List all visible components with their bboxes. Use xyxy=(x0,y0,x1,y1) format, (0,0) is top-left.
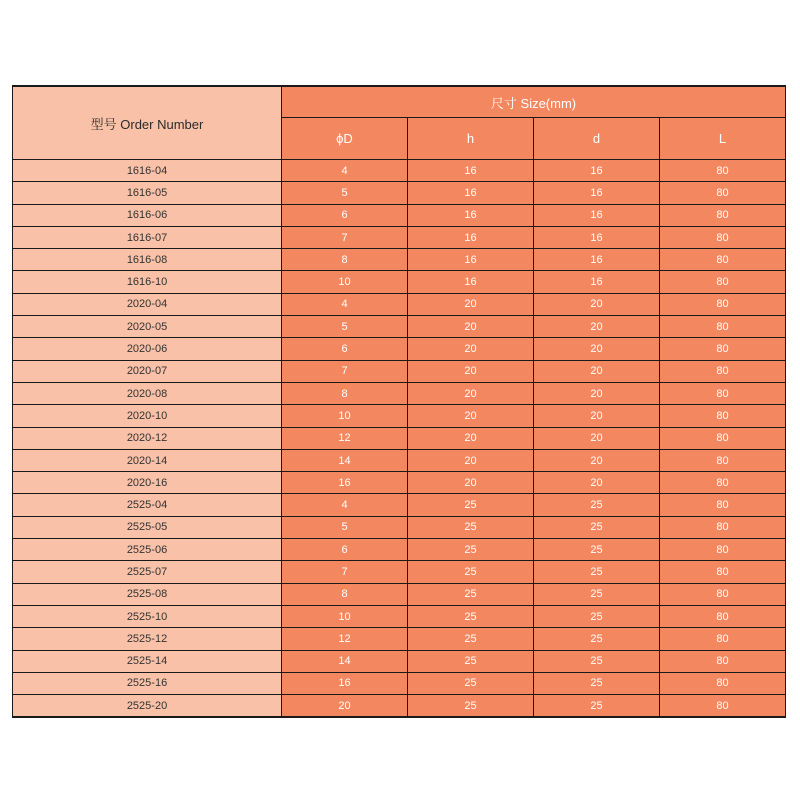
d-cell: 20 xyxy=(534,427,660,449)
h-cell: 25 xyxy=(408,539,534,561)
d-cell: 20 xyxy=(534,338,660,360)
l-cell: 80 xyxy=(660,605,786,627)
h-cell: 20 xyxy=(408,316,534,338)
h-cell: 20 xyxy=(408,449,534,471)
order-number-cell: 2020-08 xyxy=(13,382,282,404)
diameter-cell: 8 xyxy=(282,583,408,605)
l-cell: 80 xyxy=(660,293,786,315)
diameter-cell: 5 xyxy=(282,516,408,538)
table-row xyxy=(13,160,786,182)
order-number-cell: 2020-14 xyxy=(13,449,282,471)
h-cell: 16 xyxy=(408,204,534,226)
h-cell: 25 xyxy=(408,672,534,694)
d-cell: 25 xyxy=(534,650,660,672)
d-cell: 20 xyxy=(534,316,660,338)
h-cell: 25 xyxy=(408,650,534,672)
table-row xyxy=(13,182,786,204)
order-number-cell: 2525-10 xyxy=(13,605,282,627)
l-cell: 80 xyxy=(660,650,786,672)
l-cell: 80 xyxy=(660,249,786,271)
l-cell: 80 xyxy=(660,472,786,494)
order-number-cell: 2020-16 xyxy=(13,472,282,494)
l-cell: 80 xyxy=(660,539,786,561)
order-number-cell: 2020-10 xyxy=(13,405,282,427)
column-header-h: h xyxy=(408,118,534,160)
diameter-cell: 12 xyxy=(282,427,408,449)
order-number-cell: 2020-04 xyxy=(13,293,282,315)
l-cell: 80 xyxy=(660,338,786,360)
table-row xyxy=(13,494,786,516)
d-cell: 25 xyxy=(534,516,660,538)
diameter-cell: 12 xyxy=(282,628,408,650)
order-number-cell: 1616-10 xyxy=(13,271,282,293)
diameter-cell: 6 xyxy=(282,338,408,360)
table-row xyxy=(13,539,786,561)
table-row xyxy=(13,628,786,650)
d-cell: 16 xyxy=(534,226,660,248)
diameter-cell: 6 xyxy=(282,539,408,561)
l-cell: 80 xyxy=(660,271,786,293)
diameter-cell: 5 xyxy=(282,182,408,204)
table-row xyxy=(13,449,786,471)
table-row xyxy=(13,338,786,360)
h-cell: 25 xyxy=(408,583,534,605)
table-row xyxy=(13,249,786,271)
diameter-cell: 16 xyxy=(282,472,408,494)
h-cell: 20 xyxy=(408,382,534,404)
diameter-cell: 4 xyxy=(282,160,408,182)
table-row xyxy=(13,405,786,427)
table-row xyxy=(13,316,786,338)
d-cell: 20 xyxy=(534,449,660,471)
d-cell: 16 xyxy=(534,160,660,182)
diameter-cell: 14 xyxy=(282,650,408,672)
d-cell: 16 xyxy=(534,249,660,271)
h-cell: 25 xyxy=(408,561,534,583)
table-row xyxy=(13,516,786,538)
l-cell: 80 xyxy=(660,628,786,650)
h-cell: 20 xyxy=(408,472,534,494)
d-cell: 20 xyxy=(534,472,660,494)
l-cell: 80 xyxy=(660,516,786,538)
order-number-cell: 1616-04 xyxy=(13,160,282,182)
table-row xyxy=(13,672,786,694)
order-number-cell: 1616-08 xyxy=(13,249,282,271)
table-row xyxy=(13,360,786,382)
h-cell: 16 xyxy=(408,182,534,204)
size-spec-table xyxy=(12,85,786,718)
diameter-cell: 10 xyxy=(282,405,408,427)
diameter-cell: 4 xyxy=(282,494,408,516)
order-number-cell: 1616-05 xyxy=(13,182,282,204)
h-cell: 20 xyxy=(408,360,534,382)
d-cell: 25 xyxy=(534,539,660,561)
column-header-diameter: ϕD xyxy=(282,118,408,160)
l-cell: 80 xyxy=(660,316,786,338)
h-cell: 16 xyxy=(408,160,534,182)
table-body xyxy=(13,160,786,718)
d-cell: 25 xyxy=(534,583,660,605)
order-number-cell: 2525-06 xyxy=(13,539,282,561)
diameter-cell: 5 xyxy=(282,316,408,338)
order-number-cell: 2525-08 xyxy=(13,583,282,605)
table-row xyxy=(13,650,786,672)
l-cell: 80 xyxy=(660,382,786,404)
l-cell: 80 xyxy=(660,583,786,605)
order-number-cell: 2525-04 xyxy=(13,494,282,516)
diameter-cell: 16 xyxy=(282,672,408,694)
h-cell: 16 xyxy=(408,226,534,248)
h-cell: 25 xyxy=(408,695,534,718)
d-cell: 20 xyxy=(534,360,660,382)
l-cell: 80 xyxy=(660,360,786,382)
order-number-cell: 2525-05 xyxy=(13,516,282,538)
order-number-cell: 2020-06 xyxy=(13,338,282,360)
l-cell: 80 xyxy=(660,561,786,583)
order-number-cell: 1616-06 xyxy=(13,204,282,226)
l-cell: 80 xyxy=(660,204,786,226)
order-number-cell: 2525-12 xyxy=(13,628,282,650)
diameter-cell: 14 xyxy=(282,449,408,471)
diameter-cell: 7 xyxy=(282,226,408,248)
l-cell: 80 xyxy=(660,427,786,449)
table-row xyxy=(13,427,786,449)
h-cell: 25 xyxy=(408,605,534,627)
diameter-cell: 6 xyxy=(282,204,408,226)
d-cell: 16 xyxy=(534,271,660,293)
diameter-cell: 10 xyxy=(282,271,408,293)
d-cell: 20 xyxy=(534,293,660,315)
l-cell: 80 xyxy=(660,405,786,427)
order-number-cell: 2020-05 xyxy=(13,316,282,338)
d-cell: 20 xyxy=(534,405,660,427)
diameter-cell: 8 xyxy=(282,382,408,404)
table-row xyxy=(13,605,786,627)
h-cell: 20 xyxy=(408,293,534,315)
d-cell: 25 xyxy=(534,628,660,650)
order-number-header: 型号 Order Number xyxy=(13,86,282,160)
diameter-cell: 10 xyxy=(282,605,408,627)
h-cell: 25 xyxy=(408,516,534,538)
l-cell: 80 xyxy=(660,695,786,718)
order-number-cell: 2020-07 xyxy=(13,360,282,382)
table-row xyxy=(13,382,786,404)
d-cell: 16 xyxy=(534,204,660,226)
d-cell: 16 xyxy=(534,182,660,204)
d-cell: 25 xyxy=(534,605,660,627)
diameter-cell: 20 xyxy=(282,695,408,718)
order-number-cell: 1616-07 xyxy=(13,226,282,248)
h-cell: 25 xyxy=(408,628,534,650)
d-cell: 25 xyxy=(534,672,660,694)
diameter-cell: 7 xyxy=(282,561,408,583)
order-number-cell: 2020-12 xyxy=(13,427,282,449)
table-row xyxy=(13,226,786,248)
order-number-cell: 2525-07 xyxy=(13,561,282,583)
table-row xyxy=(13,583,786,605)
diameter-cell: 4 xyxy=(282,293,408,315)
d-cell: 25 xyxy=(534,494,660,516)
order-number-cell: 2525-20 xyxy=(13,695,282,718)
l-cell: 80 xyxy=(660,226,786,248)
table-row xyxy=(13,293,786,315)
column-header-l: L xyxy=(660,118,786,160)
column-header-d: d xyxy=(534,118,660,160)
d-cell: 20 xyxy=(534,382,660,404)
d-cell: 25 xyxy=(534,695,660,718)
order-number-cell: 2525-16 xyxy=(13,672,282,694)
table-row xyxy=(13,695,786,718)
table-row xyxy=(13,204,786,226)
d-cell: 25 xyxy=(534,561,660,583)
diameter-cell: 8 xyxy=(282,249,408,271)
h-cell: 25 xyxy=(408,494,534,516)
table-header xyxy=(13,86,786,160)
h-cell: 20 xyxy=(408,427,534,449)
h-cell: 16 xyxy=(408,249,534,271)
table-row xyxy=(13,472,786,494)
h-cell: 20 xyxy=(408,338,534,360)
size-group-header: 尺寸 Size(mm) xyxy=(282,86,786,118)
h-cell: 16 xyxy=(408,271,534,293)
order-number-cell: 2525-14 xyxy=(13,650,282,672)
diameter-cell: 7 xyxy=(282,360,408,382)
l-cell: 80 xyxy=(660,160,786,182)
table-row xyxy=(13,561,786,583)
l-cell: 80 xyxy=(660,449,786,471)
l-cell: 80 xyxy=(660,494,786,516)
l-cell: 80 xyxy=(660,182,786,204)
table-row xyxy=(13,271,786,293)
l-cell: 80 xyxy=(660,672,786,694)
h-cell: 20 xyxy=(408,405,534,427)
